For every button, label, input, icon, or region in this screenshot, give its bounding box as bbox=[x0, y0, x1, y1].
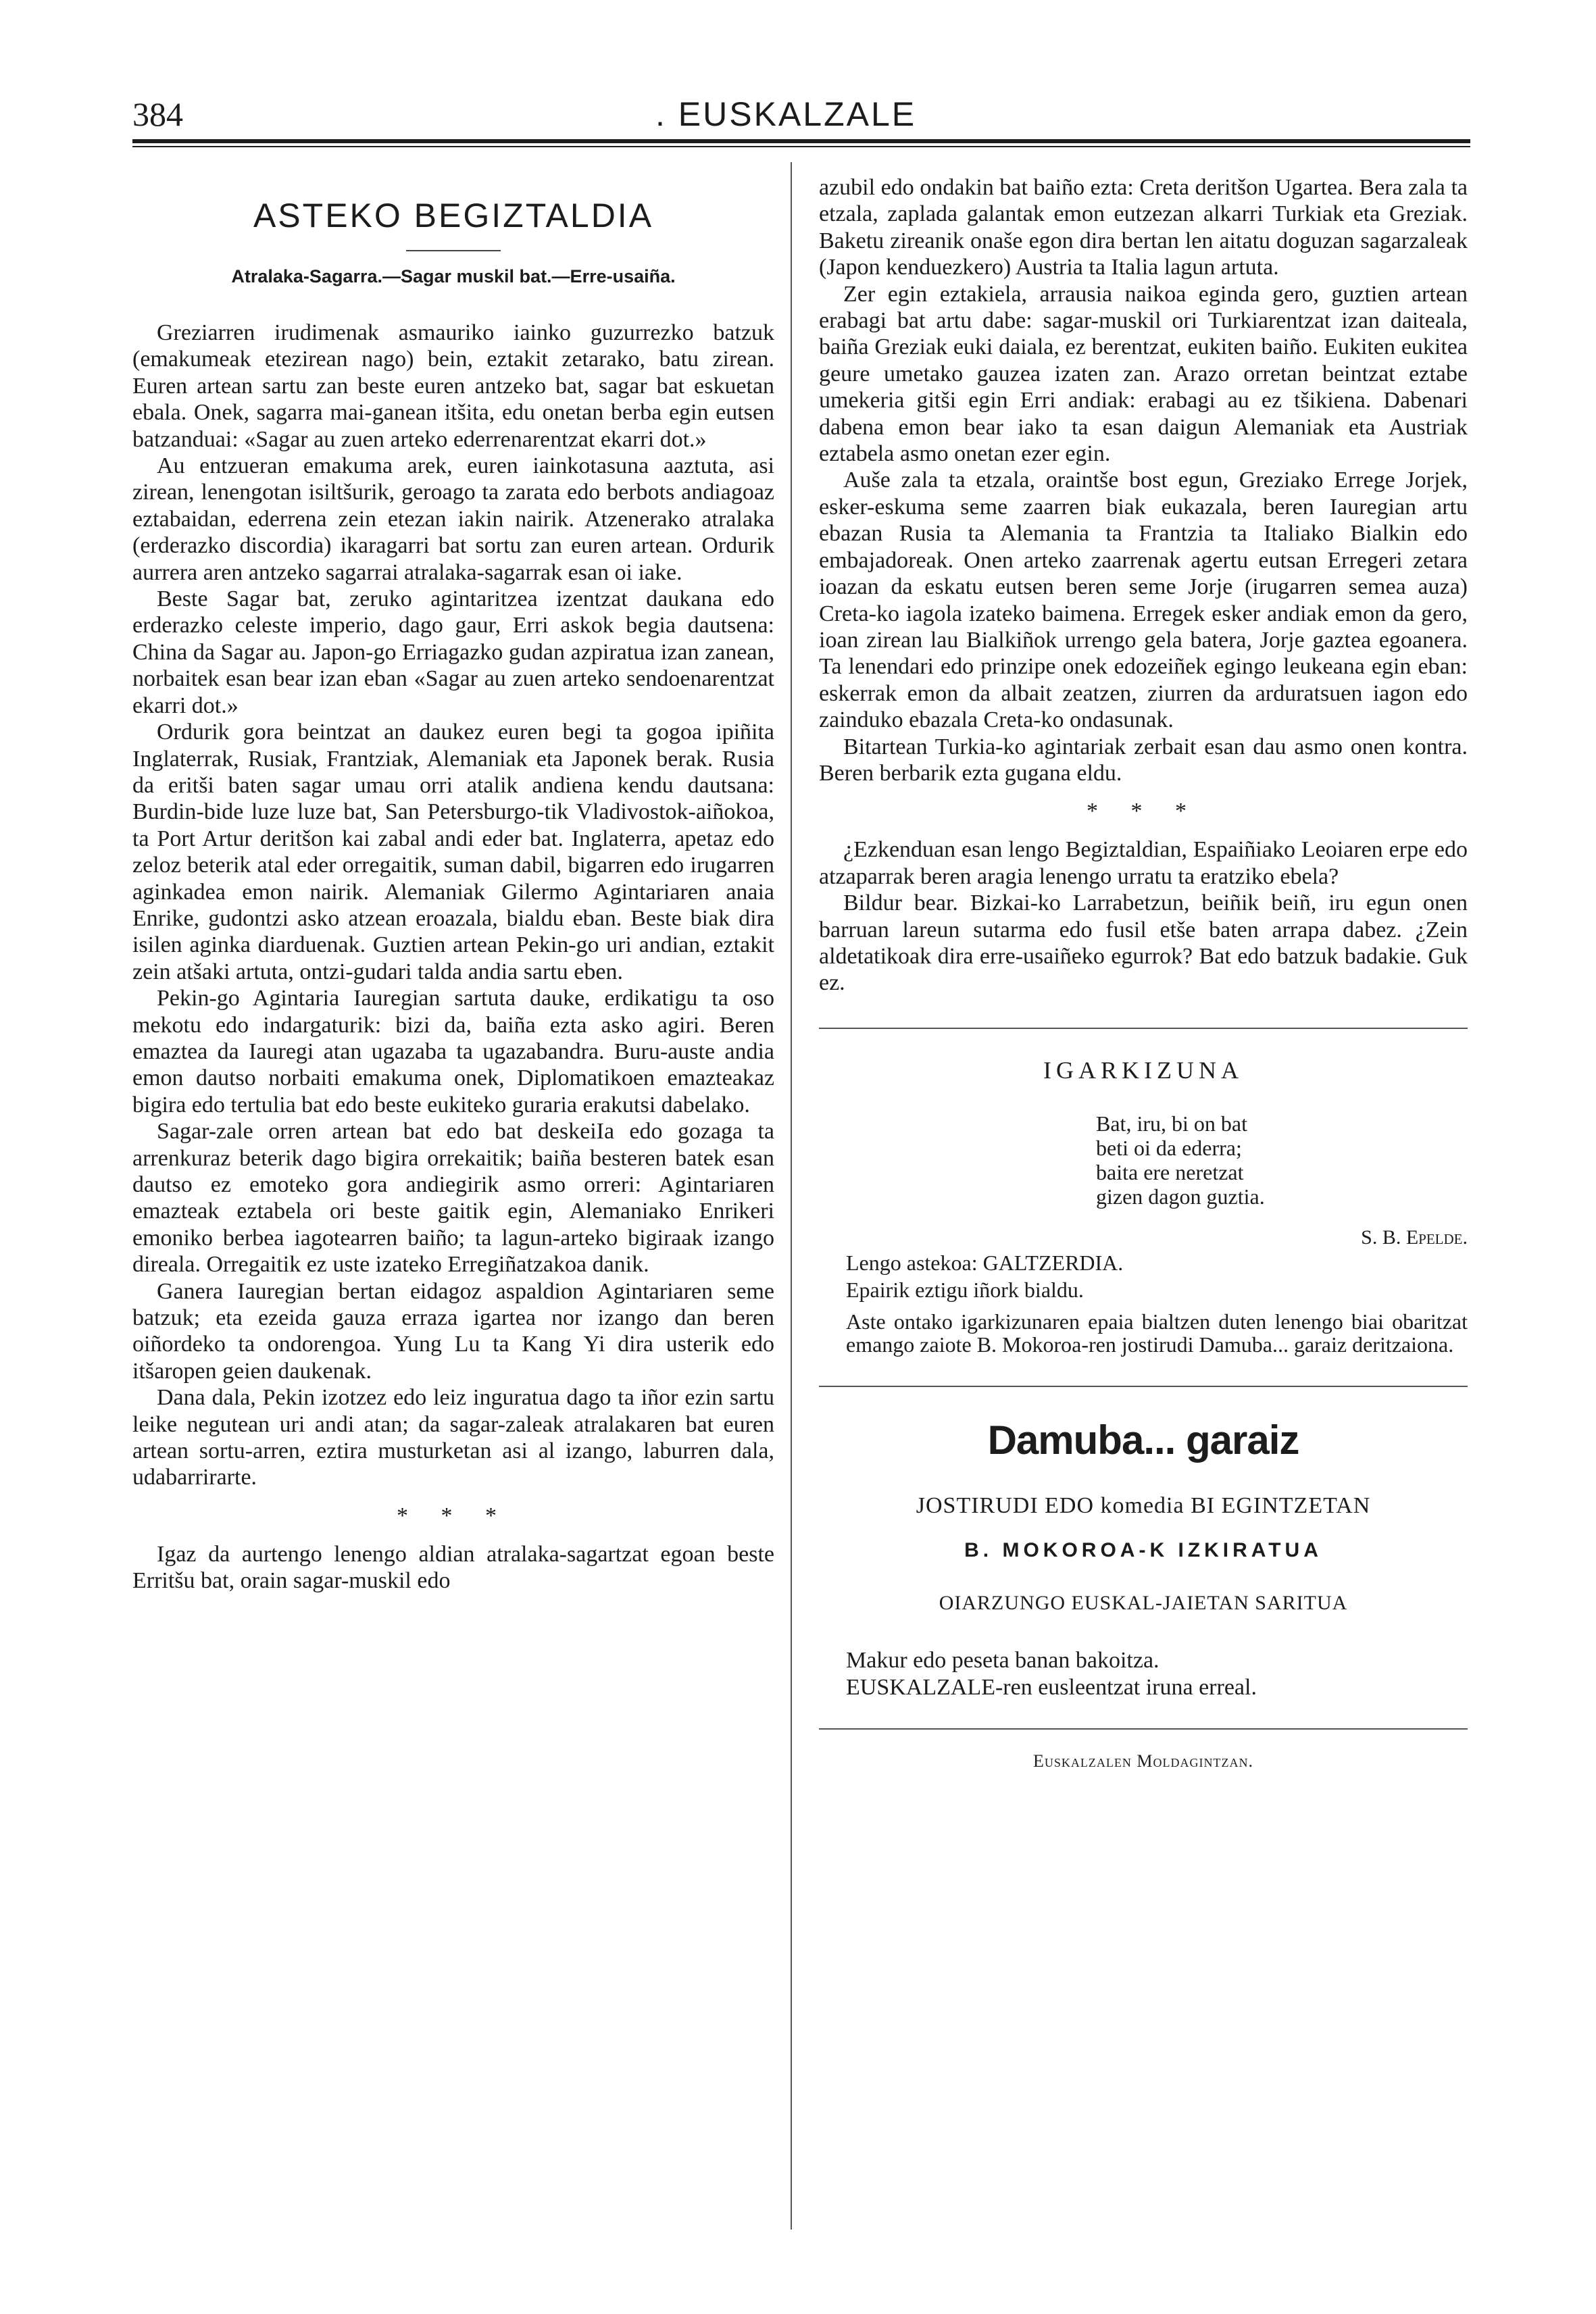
header-rule bbox=[132, 139, 1470, 143]
play-award: OIARZUNGO EUSKAL-JAIETAN SARITUA bbox=[939, 1591, 1348, 1614]
riddle-signature: S. B. Epelde. bbox=[1361, 1226, 1468, 1249]
riddle-poem bbox=[1096, 1111, 1468, 1209]
paragraph: ¿Ezkenduan esan lengo Begiztaldian, Espaiñiako Leoiaren erpe edo atzaparrak beren aragia lenengo urratu ta eratziko ebela? bbox=[819, 837, 1468, 889]
paragraph: azubil edo ondakin bat baiño ezta: Creta deritšon Ugartea. Bera zala ta etzala, zaplada galantak emon eutzezan alkarri Turkiak eta Greziak. Baketu zireanik onaše egon dira bertan len aitatu doguzan sagarzaleak (Japon kenduezkero) Austria ta Italia lagun artuta. bbox=[819, 175, 1468, 280]
left-column bbox=[132, 182, 774, 1594]
play-subscriber-price: EUSKALZALE-ren eusleentzat iruna erreal. bbox=[846, 1674, 1257, 1700]
play-advertisement bbox=[819, 1386, 1468, 1701]
poem-line: gizen dagon guztia. bbox=[1096, 1184, 1265, 1209]
paragraph: Au entzueran emakuma arek, euren iainkotasuna aaztuta, asi zirean, lenengotan isiltšurik, geroago ta zarata edo berbots andiagoaz eztabaidan, ederrena zein etezan iakin nairik. Atzenerako atralaka (erderazko discordia) ikaragarri bat sortu zan euren artean. Ordurik aurrera aren antzeko sagarrai atralaka-sagarrak esan oi iake. bbox=[132, 453, 774, 585]
column-divider bbox=[791, 162, 792, 2230]
play-author: B. MOKOROA-K IZKIRATUA bbox=[964, 1538, 1322, 1561]
section-stars: * * * bbox=[1087, 799, 1200, 824]
riddle-heading: IGARKIZUNA bbox=[1043, 1056, 1243, 1084]
play-genre: JOSTIRUDI EDO komedia BI EGINTZETAN bbox=[916, 1492, 1371, 1518]
no-solver-note: Epairik eztigu iñork bialdu. bbox=[846, 1277, 1084, 1302]
poem-line: Bat, iru, bi on bat bbox=[1096, 1111, 1247, 1136]
poem-line: beti oi da ederra; bbox=[1096, 1135, 1242, 1160]
paragraph: Auše zala ta etzala, oraintše bost egun, Greziako Errege Jorjek, esker-eskuma seme zaarren biak eukazala, beren Iauregian artu ebazan Rusia ta Alemania ta Frantzia ta Italiako Bialkin edo embajadoreak. Onen arteko zaarrenak agertu eutsan Erregeri zetara ioazan da eskatu eutsen beren seme Jorje (irugarren semea auza) Creta-ko iagola izateko baimena. Erregek esker andiak emon da gero, ioan zirean lau Bialkiñok urrengo gela batera, Jorje gaztea egoanera. Ta lenendari edo prinzipe onek edozeiñek egingo leukeana egin eban: eskerrak emon da albait zeatzen, ziurren da arduratsuen iagon edo zainduko ebazala Creta-ko ondasunak. bbox=[819, 468, 1468, 733]
paragraph: Ordurik gora beintzat an daukez euren begi ta gogoa ipiñita Inglaterrak, Rusiak, Frantziak, Alemaniak eta Japonek berak. Rusia da eritši baten sagar umau orri atalik andiena kendu dautsana: Burdin-bide luze luze bat, San Petersburgo-tik Vladivostok-aiñokoa, ta Port Artur deritšon kai zabal andi eder bat. Inglaterra, apetaz edo zeloz beterik atal eder orregaitik, suman dabil, bigarren edo irugarren aginkadea emon nairik. Alemaniak Gilermo Agintariaren anaia Enrike, gudontzi asko atzean eroazala, bialdu eban. Beste biak dira isilen aginka diarduenak. Guztien artean Pekin-go uri andian, eztakit zein atšaki artuta, ontzi-gudari talda andia sartu eben. bbox=[132, 720, 774, 984]
title-rule bbox=[406, 250, 501, 251]
paragraph: Zer egin eztakiela, arrausia naikoa eginda gero, guztien artean erabagi bat artu dabe: sagar-muskil ori Turkiarentzat izan daiteala, baiña Greziak euki daiala, ez berentzat, eukiten baiño. Eukiten eukitea geure umetako gauzea izaten zan. Arazo orretan beintzat eztabe umekeria gitši egin Erri andiak: erabagi au ez tšikiena. Dabenari dabena emon bear iako ta esan daigun Alemaniak eta Austriak eztabela asmo onetan ezer egin. bbox=[819, 281, 1468, 467]
poem-line: baita ere neretzat bbox=[1096, 1159, 1244, 1184]
section-stars: * * * bbox=[397, 1503, 510, 1528]
paragraph: Pekin-go Agintaria Iauregian sartuta dauke, erdikatigu ta oso mekotu edo indargaturik: bizi da, baiña ezta asko agiri. Beren emaztea da Iauregi atan ugazaba ta ugazabandra. Buru-auste andia emon dautso norbaiti emakuma onek, Diplomatikoen emazteakaz bigira edo tertulia bat edo beste eukiteko guraria erakutsi dabelako. bbox=[132, 986, 774, 1117]
paragraph: Bitartean Turkia-ko agintariak zerbait esan dau asmo onen kontra. Beren berbarik ezta gugana eldu. bbox=[819, 734, 1468, 786]
previous-answer: Lengo astekoa: GALTZERDIA. bbox=[846, 1250, 1124, 1275]
riddle-section bbox=[819, 1028, 1468, 1356]
paragraph: Bildur bear. Bizkai-ko Larrabetzun, beiñik beiñ, iru egun onen barruan lareun sutarma edo fusil etše baten arrapa dabez. ¿Zein aldetatikoak dira erre-usaiñeko egurrok? Bat edo batzuk badakie. Guk ez. bbox=[819, 890, 1468, 996]
paragraph: Igaz da aurtengo lenengo aldian atralaka-sagartzat egoan beste Erritšu bat, orain sagar-muskil edo bbox=[132, 1541, 774, 1594]
paragraph: Beste Sagar bat, zeruko agintaritzea izentzat daukana edo erderazko celeste imperio, dago gaur, Erri askok begia dautsena: China da Sagar au. Japon-go Erriagazko gudan azpiratua izan zanean, norbaitek esan bear izan eban «Sagar au zuen arteko sendoenarentzat ekarri dot.» bbox=[132, 586, 774, 718]
paragraph: Ganera Iauregian bertan eidagoz aspaldion Agintariaren seme batzuk; eta ezeida gauza erraza igartea nor izango dan beren oiñordeko ta ondorengoa. Yung Lu ta Kang Yi dira usterik edo itšaropen geien daukenak. bbox=[132, 1278, 774, 1384]
page-number: 384 bbox=[132, 95, 183, 133]
paragraph: Greziarren irudimenak asmauriko iainko guzurrezko batzuk (emakumeak etezirean nago) bein, eztakit zetarako, batu zirean. Euren artean sartu zan beste euren antzeko bat, sagar bat eskuetan ebala. Onek, sagarra mai-ganean itšita, edu onetan berba egin eutsen batzanduai: «Sagar au zuen arteko ederrenarentzat ekarri dot.» bbox=[132, 320, 774, 452]
article-title: ASTEKO BEGIZTALDIA bbox=[253, 197, 654, 234]
play-price: Makur edo peseta banan bakoitza. bbox=[846, 1647, 1159, 1673]
article-subtitle: Atralaka-Sagarra.—Sagar muskil bat.—Erre-usaiña. bbox=[231, 266, 676, 286]
header-rule-thin bbox=[132, 146, 1470, 147]
play-title: Damuba... garaiz bbox=[987, 1417, 1299, 1463]
journal-title: . EUSKALZALE bbox=[655, 95, 917, 133]
prize-note: Aste ontako igarkizunaren epaia bialtzen duten lenengo biai obaritzat emango zaiote B. Mokoroa-ren jostirudi Damuba... garaiz deritzaiona. bbox=[846, 1309, 1468, 1357]
publisher-line: Euskalzalen Moldagintzan. bbox=[819, 1728, 1468, 1771]
paragraph: Sagar-zale orren artean bat edo bat deskeiIa edo gozaga ta arrenkuraz beterik dago bigira orrekaitik; baiña besteren batek esan dautso ez emoteko gora andiegirik asmo orreri: Agintariaren emazteak eztabela ori beste gaitik egin, Alemaniako Enrikeri emoniko berbea iagotearren baiño; ta lagun-arteko bigiraak izango direala. Orregaitik ez uste izateko Erregiñatzakoa danik. bbox=[132, 1119, 774, 1278]
paragraph: Dana dala, Pekin izotzez edo leiz inguratua dago ta iñor ezin sartu leike negutean uri andi atan; da sagar-zaleak atralakaren bat euren artean sortu-arren, eztira musturketan asi al izango, laburren dala, udabarrirarte. bbox=[132, 1385, 774, 1490]
right-column bbox=[819, 174, 1468, 1771]
